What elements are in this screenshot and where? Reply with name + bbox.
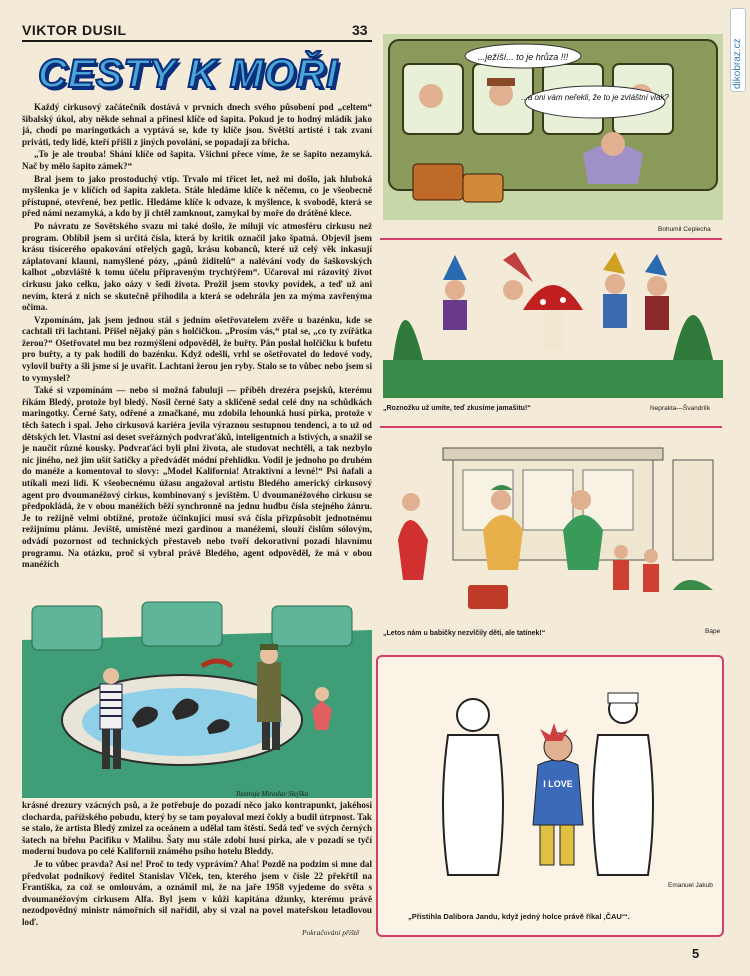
watermark-text: dikobraz.cz	[732, 38, 743, 89]
paragraph: Bral jsem to jako prostoduchý vtip. Trvalo mi třicet let, než mi došlo, jak hluboká myšlenka je v klíčích od šapita zakleta. Stále hledáme klíče k něčemu, co je všeobecně přístupné, otevřené, bez petlic. Hledáme klíče k odvaze, k myšlence, k svobodě, která se před námi nezamyká, a kdo by ji chtěl zamknout, zamykal by moře do drátěné klece.	[22, 173, 372, 219]
separator-rule	[380, 426, 722, 428]
cartoon-3-author: Bape	[705, 628, 721, 635]
paragraph: Každý cirkusový začátečník dostává v prvních dnech svého působení pod „celtem“ šibalský úkol, aby někde sehnal a přinesl klíče od šapita. Pokud je to hodný mládík jako já, chodí po maringotkách a vyptává se, kde ty klíče jsou. Světští artisté i tak zvaní priváti, tedy lidé, kteří přišli z jiných povolání, se popadají za břicha.	[22, 102, 372, 147]
speech-bubble-2: ...a oni vám neřekli, že to je zvláštní vlak?	[521, 93, 669, 102]
gnomes-cartoon	[383, 250, 723, 398]
article-text-bottom	[22, 800, 372, 930]
article-text-top	[22, 102, 372, 598]
author-name: VIKTOR DUSIL	[22, 22, 127, 38]
doctors-cartoon	[388, 675, 714, 883]
paragraph: Po návratu ze Sovětského svazu mi také došlo, že miluji víc atmosféru cirkusu než program. Oblíbil jsem si určitá čísla, která by kritik označil jako špatná. Objevil jsem krásu tisícerého opakování otřelých gagů, krásu kobanců, které už celý věk inkasují záplatovaní klauni, namyšlené pózy, „pánů židitelů“ a nalévání vody do šaškovských kalhot „obzvláště k tomu účelu připraveným trychtýřem“. Učaroval mi rázovitý život cirkusu jako celku, jako oázy v šedi života. Prožil jsem stovky povídek, a teď už ani nevím, která z nich se skutečně přihodila a která se odehrála jen za mýma zavřenýma očima.	[22, 220, 372, 313]
cartoon-2-author: Neprakta—Švandrlík	[650, 405, 710, 412]
separator-rule	[380, 238, 722, 240]
continued-note: Pokračování příště	[302, 928, 360, 937]
paragraph: krásné drezury vzácných psů, a že potřebuje do pozadí něco jako kontrapunkt, jakéhosi clocharda, pařížského pobudu, který by se tam poyaloval mezi čokly a budil útrpnost. Tak se stalo, že artista Bledý zmizel za oceánem a udělal tam štěstí. Sedá teď ve svých černých šatech na břehu Pacifiku v Malibu. Šaty mu stále zdobí husí pírka, ale v pozadí se tyčí moderní budova po celé Kalifornii známého psího hotelu Bleddy.	[22, 800, 372, 857]
cartoon-4-caption: „Přistihla Dalibora Jandu, když jedný holce právě říkal ‚ČAU‘“.	[408, 912, 630, 921]
shirt-text: I LOVE	[543, 779, 573, 789]
cartoon-1-author: Bohumil Ceplecha	[658, 226, 711, 233]
header-rule	[22, 40, 372, 42]
watermark-logo	[730, 8, 746, 92]
illustration-credit: Ilustruje Miroslav Slejška	[236, 790, 309, 798]
sea-lion-pool-illustration	[22, 600, 372, 798]
paragraph: Vzpomínám, jak jsem jednou stál s jedním ošetřovatelem zvěře u bazénku, kde se cachtali tři lachtani. Přišel nějaký pán s holčičkou. „Prosím vás,“ ptal se, „co ty zvířátka žerou?“ Ošetřovatel mu bez rozmýšlení odpověděl, že buřty. Pán poslal holčičku k bufetu pro buřty, a ty pak hodili do bazénku. Když odešli, vrhl se ošetřovatel do ledové vody, vylovil buřty a šli jsme si je uvařit. Lachtani žerou jen ryby. Stalo se to vůbec nebo jsem si to vymyslel?	[22, 314, 372, 383]
paragraph: Je to vůbec pravda? Asi ne! Proč to tedy vyprávím? Aha! Pozdě na podzim si mne dal předvolat podnikový ředitel Stanislav Vlček, ten, kterého jsem v čísle 22 překřtil na Františka, za což se omlouvám, a oznámil mi, že na jaře 1958 vyjedeme do světa s dvoumanéžovým cirkusem Alfa. Byl jsem v kůži kapitána džunky, kterému právě nezodpovědný ministr námořních sil nařídil, aby si vzal na povel mateřskou letadlovou loď.	[22, 858, 372, 927]
paragraph: Také si vzpomínám — nebo si možná fabuluji — příběh drezéra psejsků, kterému říkám Bledý, protože byl bledý. Nosil černé šaty a skličeně sedal celé dny na schůdkách maringotky. Černé šaty, odřené a zmačkané, mu zdobila lehounká husí pírka, protože v těch šatech i spal. Jeho cirkusová kariéra jevila výraznou sestupnou tendenci, a to už od dětských let. Vlastní asi deset sveřázných podvraťáků, inteligentních a lstivých, a snažil se je naučit různé kousky. Podvraťáci byli plni života, ale studovat nechtěli, a tak nezbylo nic jiného, než jim ušít šatičky a předvádět módní přehlídku. Vodil je jednoho po druhém do manéže a komentoval to slovy: „Model Kalifornia! Atraktivní a levné!“ Psi ňafali a utíkali mezi lidi. K všeobecnému úžasu angažoval artistu Bledého americký cirkusový agent pro dvoumanéžový cirkus, kombinovaný s jevištěm. U dvoumanéžového cirkusu se předpokládá, že v obou manéžích běží synchronně na jednu hudbu čísla stejného žánru. Je to režijně velmi obtížné, protože účinkující musí svá čísla přizpůsobit jednotnému režijnímu plánu. Jeviště, umístěné mezi gardinou a manéžemi, slouží čislům sólovým, odvádí pozornost od technických přestaveb nebo tvoří dekorativní pozadí hlavnímu programu. Na otázku, proč si vybral právě Bledého, agent odpověděl, že má v obou manéžích	[22, 385, 372, 570]
page-number-top: 33	[352, 22, 368, 38]
speech-bubble-1: ...ježíší... to je hrůza !!!	[477, 52, 569, 62]
article-title: CESTY K MOŘI	[38, 52, 339, 96]
cartoon-2-caption: „Roznožku už umíte, teď zkusíme jamašitu!“	[383, 405, 531, 412]
page-number-bottom: 5	[692, 946, 700, 961]
doctors-cartoon-frame	[376, 655, 724, 937]
family-cartoon	[383, 440, 723, 620]
paragraph: „To je ale trouba! Shání klíče od šapita. Všichni přece víme, že se šapito nezamyká. Nač by mělo šapito zámek?“	[22, 149, 372, 171]
train-cartoon	[383, 34, 723, 220]
cartoon-3-caption: „Letos nám u babičky nezvlčily děti, ale tatínek!“	[383, 630, 546, 637]
cartoon-4-author: Emanuel Jakub	[668, 882, 713, 889]
